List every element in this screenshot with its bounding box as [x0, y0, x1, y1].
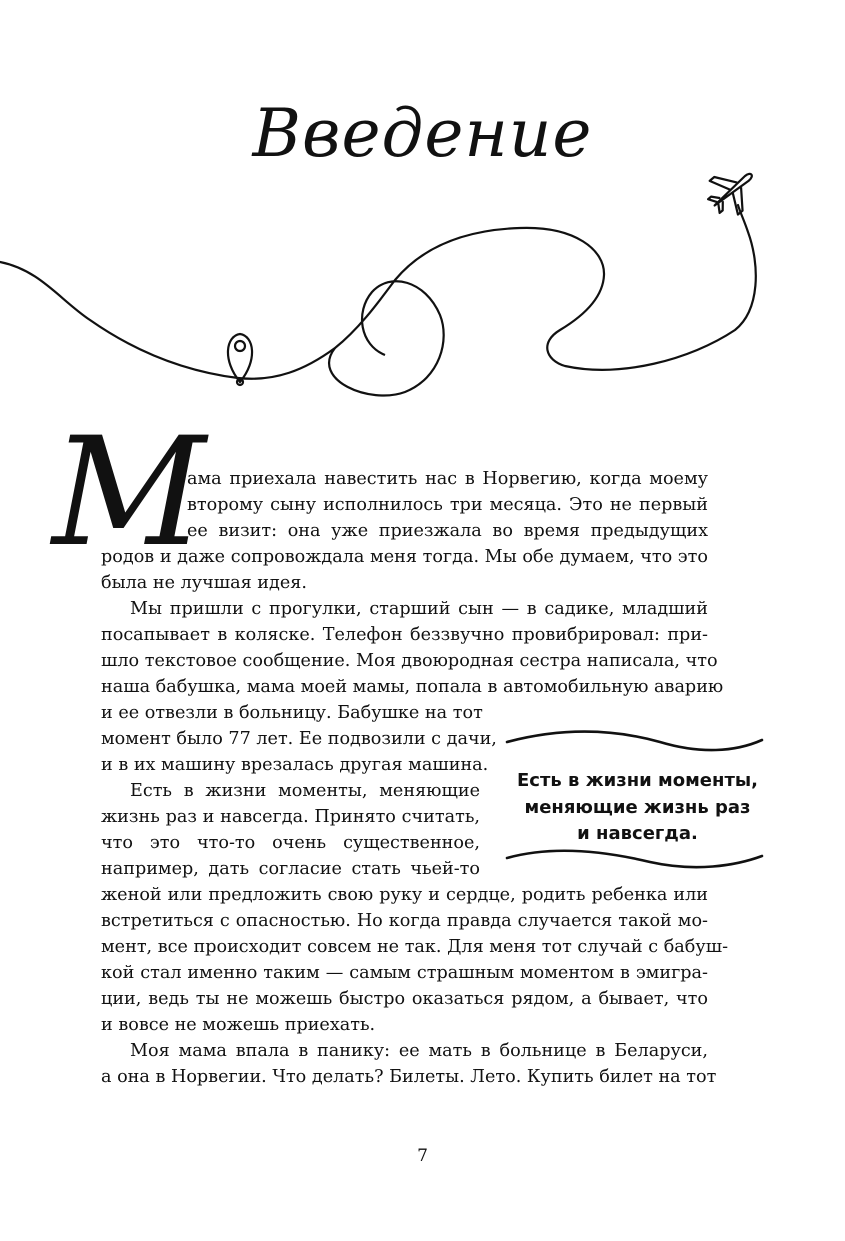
body-text-line: Моя мама впала в панику: ее мать в больнице в Беларуси, — [130, 1041, 708, 1061]
body-text-line: а она в Норвегии. Что делать? Билеты. Лето. Купить билет на тот — [101, 1067, 717, 1087]
pull-quote-line: и навсегда. — [577, 823, 698, 844]
body-text-line: посапывает в коляске. Телефон беззвучно провибрировал: при- — [101, 625, 708, 645]
pull-quote-line: Есть в жизни моменты, — [517, 770, 758, 791]
body-text-line: Есть в жизни моменты, меняющие — [130, 781, 480, 801]
body-text-line: момент было 77 лет. Ее подвозили с дачи, — [101, 729, 497, 749]
body-text-line: шло текстовое сообщение. Моя двоюродная сестра написала, что — [101, 651, 718, 671]
body-text-line: кой стал именно таким — самым страшным моментом в эмигра- — [101, 963, 708, 983]
body-text-line: родов и даже сопровождала меня тогда. Мы обе думаем, что это — [101, 547, 708, 567]
pull-quote-line: меняющие жизнь раз — [524, 796, 751, 818]
body-text-line: женой или предложить свою руку и сердце, родить ребенка или — [101, 885, 708, 905]
pull-quote-top-wave — [507, 732, 762, 751]
body-text-line: что это что-то очень существенное, — [101, 833, 480, 853]
body-text-line: мент, все происходит совсем не так. Для меня тот случай с бабуш- — [101, 937, 729, 957]
body-text-line: и в их машину врезалась другая машина. — [101, 755, 489, 775]
page-number: 7 — [417, 1146, 428, 1166]
drop-cap: М — [52, 406, 206, 580]
body-text-line: и вовсе не можешь приехать. — [101, 1015, 376, 1035]
body-text-line: наша бабушка, мама моей мамы, попала в автомобильную аварию — [101, 677, 724, 697]
flight-path-line — [0, 205, 756, 379]
body-text-line: была не лучшая идея. — [101, 573, 307, 593]
body-text-line: ама приехала навестить нас в Норвегию, когда моему — [187, 469, 708, 489]
body-text-line: ции, ведь ты не можешь быстро оказаться рядом, а бывает, что — [101, 989, 708, 1009]
pull-quote — [505, 768, 770, 848]
body-text-line: Мы пришли с прогулки, старший сын — в садике, младший — [130, 599, 708, 619]
body-text-line: ее визит: она уже приезжала во время предыдущих — [187, 521, 708, 541]
body-text-line: жизнь раз и навсегда. Принято считать, — [101, 807, 480, 827]
body-text-line: и ее отвезли в больницу. Бабушке на тот — [101, 703, 483, 723]
body-text-line: например, дать согласие стать чьей-то — [101, 859, 480, 879]
body-text-line: второму сыну исполнилось три месяца. Это не первый — [187, 495, 708, 515]
pull-quote-bottom-wave — [507, 851, 762, 867]
chapter-title: Введение — [252, 95, 593, 172]
body-text-line: встретиться с опасностью. Но когда правда случается такой мо- — [101, 911, 708, 931]
